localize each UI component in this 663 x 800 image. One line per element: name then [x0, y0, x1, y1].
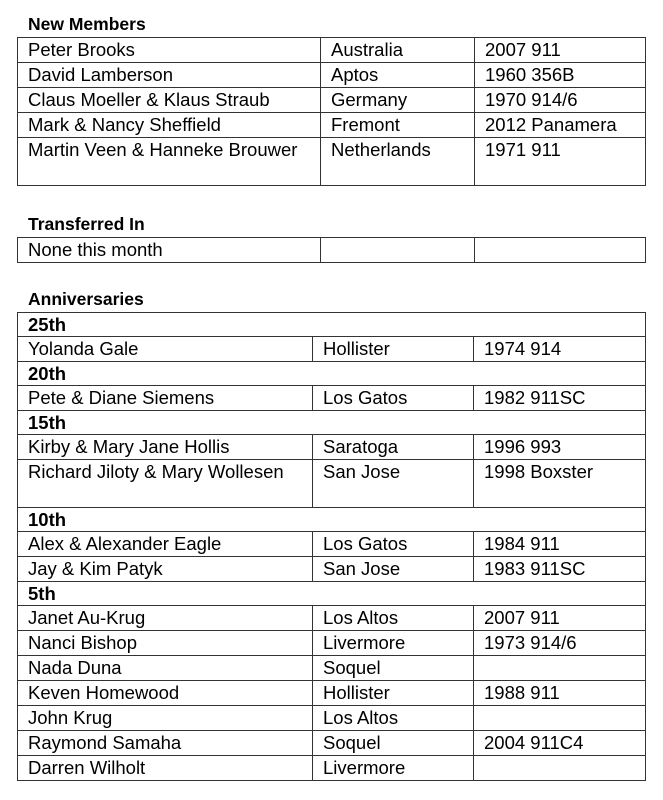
- member-car: 1982 911SC: [474, 386, 646, 411]
- member-car: 2007 911: [475, 38, 646, 63]
- member-car: 1996 993: [474, 435, 646, 460]
- member-name: Keven Homewood: [18, 681, 313, 706]
- table-row: [18, 38, 646, 63]
- anniversary-group-label: 25th: [18, 313, 646, 337]
- member-name: Nada Duna: [18, 656, 313, 681]
- table-row: [18, 113, 646, 138]
- member-location: San Jose: [313, 557, 474, 582]
- transferred-in-table: [17, 237, 646, 263]
- table-row: [18, 631, 646, 656]
- member-car: 1971 911: [475, 138, 646, 186]
- member-location: Aptos: [321, 63, 475, 88]
- table-row: [18, 386, 646, 411]
- table-row: [18, 532, 646, 557]
- member-location: Hollister: [313, 337, 474, 362]
- member-name: David Lamberson: [18, 63, 321, 88]
- table-row: [18, 606, 646, 631]
- table-row: [18, 731, 646, 756]
- member-car: [474, 656, 646, 681]
- member-name: None this month: [18, 238, 321, 263]
- member-location: Los Gatos: [313, 532, 474, 557]
- member-location: [321, 238, 475, 263]
- table-row: [18, 756, 646, 781]
- member-location: Los Altos: [313, 606, 474, 631]
- member-name: John Krug: [18, 706, 313, 731]
- table-row: [18, 460, 646, 508]
- member-car: [474, 756, 646, 781]
- member-name: Richard Jiloty & Mary Wollesen: [18, 460, 313, 508]
- member-name: Alex & Alexander Eagle: [18, 532, 313, 557]
- new-members-heading: New Members: [28, 14, 146, 34]
- new-members-table: [17, 37, 646, 186]
- member-location: San Jose: [313, 460, 474, 508]
- member-name: Nanci Bishop: [18, 631, 313, 656]
- table-row: [18, 337, 646, 362]
- member-name: Yolanda Gale: [18, 337, 313, 362]
- member-name: Claus Moeller & Klaus Straub: [18, 88, 321, 113]
- member-name: Janet Au-Krug: [18, 606, 313, 631]
- member-location: Soquel: [313, 656, 474, 681]
- table-row: [18, 138, 646, 186]
- member-car: 2012 Panamera: [475, 113, 646, 138]
- table-row: [18, 656, 646, 681]
- table-row: [18, 557, 646, 582]
- anniversary-group-label: 20th: [18, 362, 646, 386]
- member-location: Saratoga: [313, 435, 474, 460]
- member-location: Soquel: [313, 731, 474, 756]
- member-car: 1974 914: [474, 337, 646, 362]
- table-row: [18, 88, 646, 113]
- table-row: [18, 435, 646, 460]
- table-row: [18, 706, 646, 731]
- member-car: 1998 Boxster: [474, 460, 646, 508]
- anniversary-group-header: [18, 362, 646, 386]
- member-name: Martin Veen & Hanneke Brouwer: [18, 138, 321, 186]
- member-car: [475, 238, 646, 263]
- member-name: Pete & Diane Siemens: [18, 386, 313, 411]
- member-location: Livermore: [313, 631, 474, 656]
- anniversary-group-label: 5th: [18, 582, 646, 606]
- member-location: Los Altos: [313, 706, 474, 731]
- member-name: Kirby & Mary Jane Hollis: [18, 435, 313, 460]
- member-name: Raymond Samaha: [18, 731, 313, 756]
- member-name: Peter Brooks: [18, 38, 321, 63]
- member-car: 1970 914/6: [475, 88, 646, 113]
- transferred-in-heading: Transferred In: [28, 214, 145, 234]
- anniversary-group-header: [18, 411, 646, 435]
- member-car: 1984 911: [474, 532, 646, 557]
- member-car: 1973 914/6: [474, 631, 646, 656]
- member-name: Darren Wilholt: [18, 756, 313, 781]
- member-location: Los Gatos: [313, 386, 474, 411]
- member-car: 2004 911C4: [474, 731, 646, 756]
- table-row: [18, 681, 646, 706]
- member-location: Netherlands: [321, 138, 475, 186]
- table-row: [18, 238, 646, 263]
- anniversary-group-header: [18, 508, 646, 532]
- member-name: Mark & Nancy Sheffield: [18, 113, 321, 138]
- anniversary-group-header: [18, 582, 646, 606]
- member-car: 1983 911SC: [474, 557, 646, 582]
- anniversary-group-label: 10th: [18, 508, 646, 532]
- member-car: [474, 706, 646, 731]
- anniversaries-heading: Anniversaries: [28, 289, 144, 309]
- member-location: Hollister: [313, 681, 474, 706]
- member-location: Livermore: [313, 756, 474, 781]
- anniversary-group-header: [18, 313, 646, 337]
- anniversary-group-label: 15th: [18, 411, 646, 435]
- table-row: [18, 63, 646, 88]
- member-location: Fremont: [321, 113, 475, 138]
- anniversaries-table: [17, 312, 646, 781]
- member-location: Germany: [321, 88, 475, 113]
- member-car: 2007 911: [474, 606, 646, 631]
- member-name: Jay & Kim Patyk: [18, 557, 313, 582]
- member-car: 1988 911: [474, 681, 646, 706]
- member-car: 1960 356B: [475, 63, 646, 88]
- member-location: Australia: [321, 38, 475, 63]
